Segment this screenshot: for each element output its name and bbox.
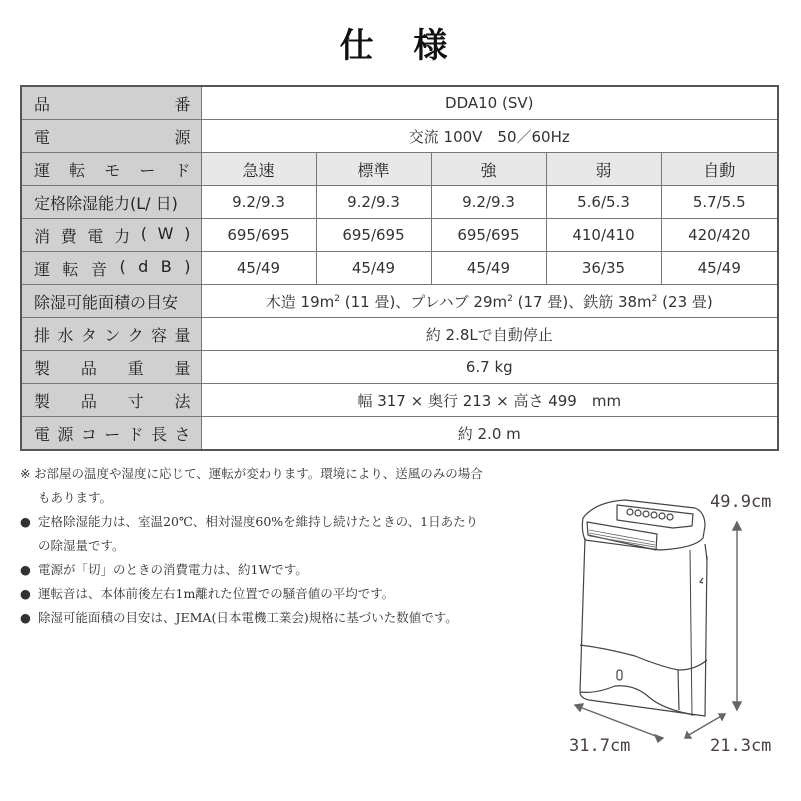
mode-header: 標準 (316, 153, 431, 186)
table-cell: 9.2/9.3 (316, 186, 431, 219)
row-label: 製 品 重 量 (21, 351, 201, 384)
row-label: 除湿可能面積の目安 (21, 285, 201, 318)
row-label: 排 水 タ ン ク 容 量 (21, 318, 201, 351)
weight-value: 6.7 kg (201, 351, 778, 384)
row-label: 定格除湿能力(L/ 日) (21, 186, 201, 219)
table-cell: 695/695 (201, 219, 316, 252)
bullet-icon: ● (20, 586, 31, 601)
row-label: 電 源 (21, 120, 201, 153)
reference-mark: ※ (20, 466, 31, 481)
power-value: 交流 100V 50／60Hz (201, 120, 778, 153)
spec-row-area (21, 285, 778, 318)
table-cell: 9.2/9.3 (431, 186, 546, 219)
table-cell: 420/420 (661, 219, 778, 252)
model-value: DDA10 (SV) (201, 86, 778, 120)
table-cell: 45/49 (431, 252, 546, 285)
tank-value: 約 2.8Lで自動停止 (201, 318, 778, 351)
bullet-icon: ● (20, 514, 31, 529)
spec-row-dimensions (21, 384, 778, 417)
spec-row-noise (21, 252, 778, 285)
spec-table (20, 85, 779, 451)
note-item: ● 定格除湿能力は、室温20℃、相対湿度60%を維持し続けたときの、1日あたり の除湿量です。 (20, 510, 540, 558)
note-item: ● 除湿可能面積の目安は、JEMA(日本電機工業会)規格に基づいた数値です。 (20, 606, 540, 630)
mode-header: 強 (431, 153, 546, 186)
spec-row-capacity (21, 186, 778, 219)
area-value: 木造 $19m^2$ (11 畳)、プレハブ $29m^2$ (17 畳)、鉄筋 $38m^2$ (23 畳) (201, 285, 778, 318)
dehumidifier-illustration-icon (555, 470, 795, 780)
table-cell: 695/695 (316, 219, 431, 252)
notes-section (20, 462, 540, 630)
table-cell: 410/410 (546, 219, 661, 252)
table-cell: 45/49 (661, 252, 778, 285)
table-cell: 5.6/5.3 (546, 186, 661, 219)
note-intro: ※ お部屋の温度や湿度に応じて、運転が変わります。環境により、送風のみの場合 もあります。 (20, 462, 540, 510)
note-item: ● 運転音は、本体前後左右1m離れた位置での騒音値の平均です。 (20, 582, 540, 606)
dimensions-value: 幅 317 × 奥行 213 × 高さ 499 mm (201, 384, 778, 417)
bullet-icon: ● (20, 562, 31, 577)
depth-dimension-label: 21.3cm (710, 736, 772, 756)
width-dimension-label: 31.7cm (569, 736, 631, 756)
cord-value: 約 2.0 m (201, 417, 778, 451)
height-dimension-label: 49.9cm (710, 492, 772, 512)
spec-row-power (21, 120, 778, 153)
table-cell: 5.7/5.5 (661, 186, 778, 219)
spec-row-weight (21, 351, 778, 384)
row-label: 運 転 モ ー ド (21, 153, 201, 186)
row-label: 消 費 電 力 ( W ) (21, 219, 201, 252)
row-label: 運 転 音 ( d B ) (21, 252, 201, 285)
row-label: 品 番 (21, 86, 201, 120)
mode-header: 弱 (546, 153, 661, 186)
table-cell: 45/49 (201, 252, 316, 285)
row-label: 製 品 寸 法 (21, 384, 201, 417)
table-cell: 9.2/9.3 (201, 186, 316, 219)
bullet-icon: ● (20, 610, 31, 625)
spec-row-consumption (21, 219, 778, 252)
spec-row-modes (21, 153, 778, 186)
page-title: 仕 様 (339, 26, 462, 66)
spec-row-cord (21, 417, 778, 451)
table-cell: 45/49 (316, 252, 431, 285)
product-dimension-diagram (555, 470, 795, 780)
spec-row-model (21, 86, 778, 120)
note-item: ● 電源が「切」のときの消費電力は、約1Wです。 (20, 558, 540, 582)
row-label: 電 源 コ ー ド 長 さ (21, 417, 201, 451)
table-cell: 36/35 (546, 252, 661, 285)
spec-row-tank (21, 318, 778, 351)
mode-header: 自動 (661, 153, 778, 186)
mode-header: 急速 (201, 153, 316, 186)
table-cell: 695/695 (431, 219, 546, 252)
